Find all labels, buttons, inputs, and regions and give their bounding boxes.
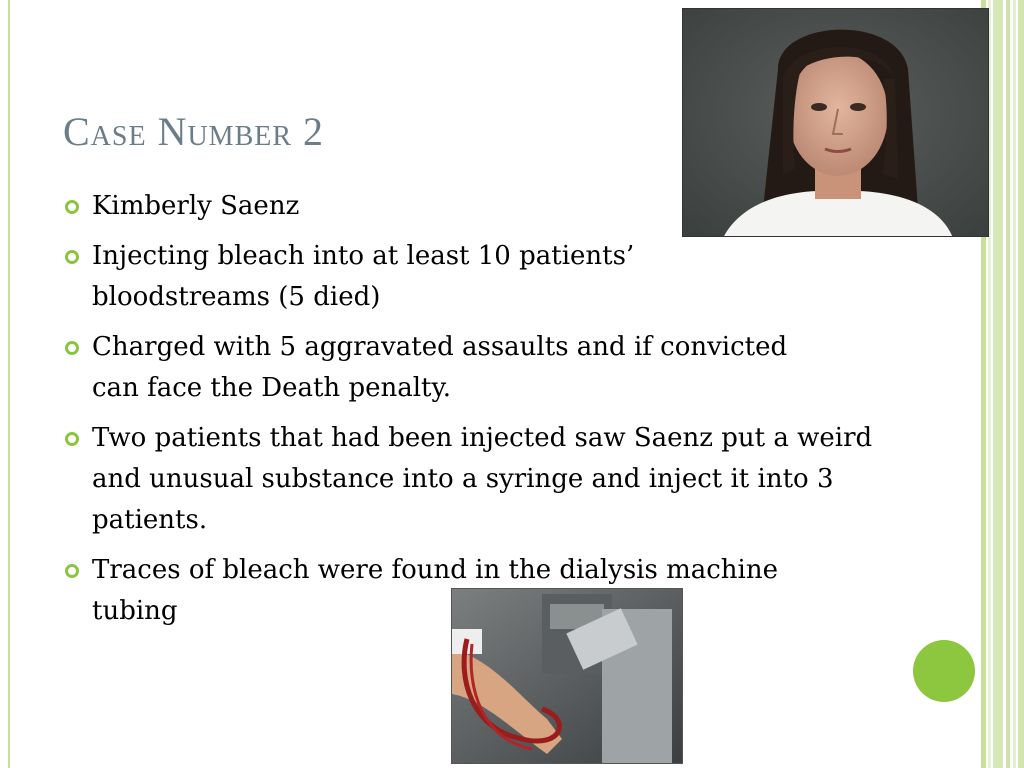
slide-title: Case Number 2 — [63, 109, 325, 154]
bullet-ring-icon — [65, 564, 79, 578]
medical-photo — [451, 588, 683, 764]
bullet-text: Charged with 5 aggravated assaults and if convicted can face the Death penalty. — [92, 332, 788, 403]
bullet-ring-icon — [65, 250, 79, 264]
bullet-ring-icon — [65, 341, 79, 355]
bullet-ring-icon — [65, 432, 79, 446]
bullet-list — [62, 186, 902, 641]
bullet-item — [62, 327, 812, 409]
bullet-text: Two patients that had been injected saw Saenz put a weird and unusual substance into a syringe and inject it into 3 patients. — [92, 423, 873, 535]
decor-stripe — [1006, 0, 1010, 768]
portrait-image — [683, 9, 989, 237]
left-border-rule — [8, 0, 10, 768]
decor-green-circle — [913, 640, 975, 702]
bullet-ring-icon — [65, 200, 79, 214]
bullet-text: Injecting bleach into at least 10 patients’ bloodstreams (5 died) — [92, 241, 635, 312]
bullet-text: Kimberly Saenz — [92, 191, 300, 221]
decor-stripe — [1018, 0, 1024, 768]
decor-stripe — [1013, 0, 1016, 768]
dialysis-image — [452, 589, 683, 764]
bullet-item — [62, 418, 922, 541]
bullet-item — [62, 236, 792, 318]
bullet-item — [62, 550, 812, 632]
decor-stripe — [993, 0, 1003, 768]
portrait-photo — [682, 8, 989, 237]
bullet-text: Traces of bleach were found in the dialysis machine tubing — [92, 555, 778, 626]
